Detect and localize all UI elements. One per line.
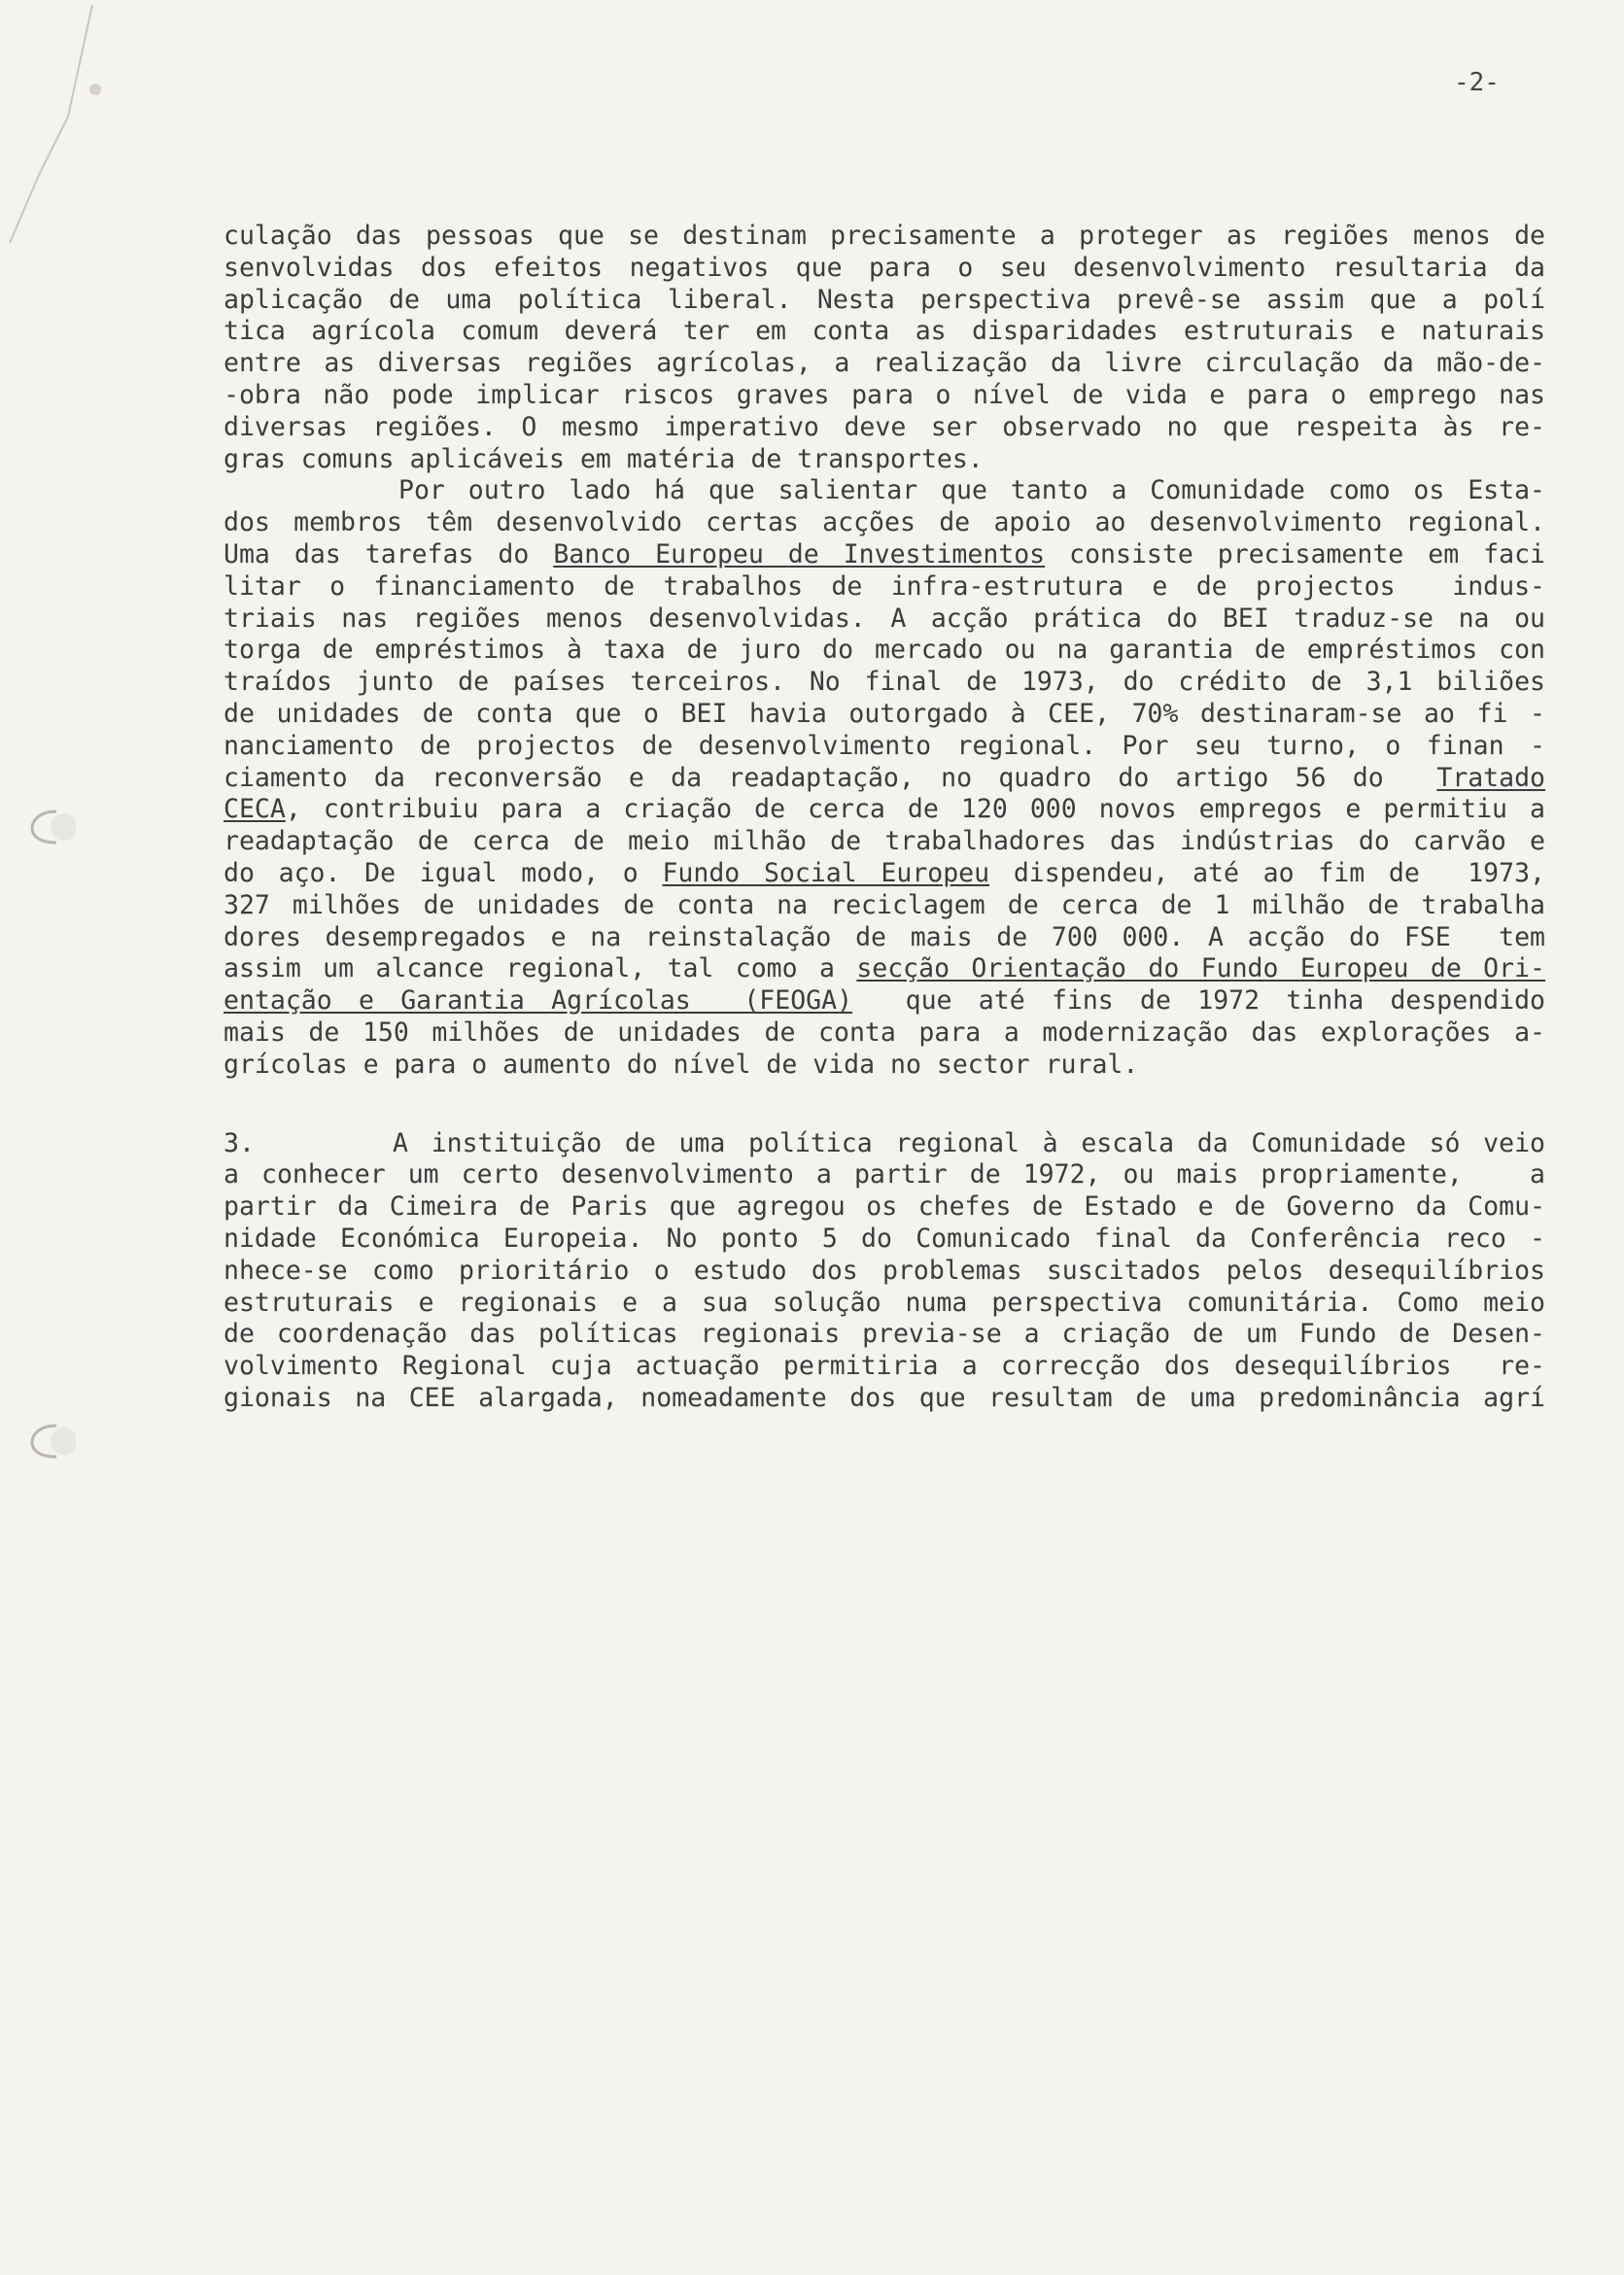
text-line (224, 859, 1545, 888)
text-line (224, 732, 1545, 761)
text-segment: grícolas e para o aumento do nível de vida no sector rural. (224, 1049, 1139, 1080)
text-line (224, 572, 1545, 602)
text-segment: torga de empréstimos à taxa de juro do mercado ou na garantia de empréstimos con (224, 635, 1545, 666)
underlined-text: entação e Garantia Agrícolas (FEOGA) (224, 985, 853, 1017)
text-segment: dos membros têm desenvolvido certas acções de apoio ao desenvolvimento regional. (224, 507, 1545, 538)
text-line (224, 1051, 1545, 1080)
text-segment: Uma das tarefas do (224, 539, 554, 569)
text-segment: nhece-se como prioritário o estudo dos problemas suscitados pelos desequilíbrios (224, 1255, 1545, 1286)
text-line (224, 923, 1545, 952)
text-line (224, 827, 1545, 856)
text-line (224, 1224, 1545, 1254)
text-line (224, 1352, 1545, 1381)
underlined-text: CECA (224, 794, 286, 825)
text-segment: traídos junto de países terceiros. No final de 1973, do crédito de 3,1 biliões (224, 667, 1545, 698)
text-segment: triais nas regiões menos desenvolvidas. A acção prática do BEI traduz-se na ou (224, 603, 1545, 634)
text-segment: de unidades de conta que o BEI havia outorgado à CEE, 70% destinaram-se ao fi - (224, 699, 1545, 729)
text-line (224, 1289, 1545, 1318)
text-segment: dores desempregados e na reinstalação de mais de 700 000. A acção do FSE tem (224, 921, 1545, 952)
text-segment: readaptação de cerca de meio milhão de trabalhadores das indústrias do carvão e (224, 826, 1545, 857)
text-line (224, 1384, 1545, 1413)
text-line (224, 764, 1545, 793)
text-segment: -obra não pode implicar riscos graves para o nível de vida e para o emprego nas (224, 380, 1545, 410)
text-line (224, 604, 1545, 634)
text-segment: , contribuiu para a criação de cerca de 120 000 novos empregos e permitiu a (285, 794, 1545, 825)
text-line (224, 986, 1545, 1016)
text-segment: aplicação de uma política liberal. Nesta perspectiva prevê-se assim que a polí (224, 284, 1545, 315)
underlined-text: secção Orientação do Fundo Europeu de Ori- (856, 953, 1545, 984)
text-segment: nanciamento de projectos de desenvolvimento regional. Por seu turno, o finan - (224, 730, 1545, 761)
text-line (224, 1018, 1545, 1048)
underlined-text: Tratado (1436, 762, 1545, 793)
text-line (224, 540, 1545, 569)
page-number: -2- (1454, 68, 1500, 97)
text-segment: 327 milhões de unidades de conta na reciclagem de cerca de 1 milhão de trabalha (224, 889, 1545, 920)
text-line (224, 1192, 1545, 1222)
text-line (224, 286, 1545, 315)
text-line (224, 700, 1545, 729)
text-line (224, 1257, 1545, 1286)
text-line (224, 413, 1545, 442)
text-line (224, 349, 1545, 378)
text-segment: litar o financiamento de trabalhos de infra-estrutura e de projectos indus- (224, 570, 1545, 602)
text-line (224, 668, 1545, 697)
text-segment: assim um alcance regional, tal como a (224, 953, 857, 984)
text-segment: de coordenação das políticas regionais previa-se a criação de um Fundo de Desen- (224, 1319, 1545, 1350)
underlined-text: Banco Europeu de Investimentos (553, 539, 1046, 569)
page-fold-mark (0, 0, 117, 253)
text-segment: gras comuns aplicáveis em matéria de transportes. (224, 443, 984, 474)
text-line (224, 1129, 1545, 1158)
text-segment: 3. A instituição de uma política regional à escala da Comunidade só veio (224, 1127, 1545, 1158)
text-segment: Por outro lado há que salientar que tanto a Comunidade como os Esta- (398, 475, 1545, 506)
punch-hole-mark (27, 807, 76, 847)
underlined-text: Fundo Social Europeu (662, 858, 990, 888)
punch-hole-mark (27, 1421, 76, 1462)
text-line (224, 317, 1545, 346)
text-segment: estruturais e regionais e a sua solução numa perspectiva comunitária. Como meio (224, 1287, 1545, 1318)
text-segment: consiste precisamente em faci (1045, 539, 1545, 569)
text-line (224, 222, 1545, 251)
text-segment: gionais na CEE alargada, nomeadamente dos que resultam de uma predominância agrí (224, 1383, 1545, 1413)
text-segment: tica agrícola comum deverá ter em conta as disparidades estruturais e naturais (224, 316, 1545, 347)
text-segment: ciamento da reconversão e da readaptação, no quadro do artigo 56 do (224, 762, 1437, 793)
text-line (224, 954, 1545, 983)
text-segment: a conhecer um certo desenvolvimento a partir de 1972, ou mais propriamente, a (224, 1159, 1545, 1190)
text-segment: mais de 150 milhões de unidades de conta para a modernização das explorações a- (224, 1017, 1545, 1048)
text-segment: culação das pessoas que se destinam precisamente a proteger as regiões menos de (224, 221, 1545, 251)
text-line (224, 1160, 1545, 1189)
text-line (224, 1320, 1545, 1349)
text-segment: nidade Económica Europeia. No ponto 5 do Comunicado final da Conferência reco - (224, 1224, 1545, 1254)
text-line (224, 508, 1545, 537)
text-line (224, 445, 1545, 474)
text-line (224, 381, 1545, 410)
text-line (224, 636, 1545, 665)
text-segment: diversas regiões. O mesmo imperativo deve ser observado no que respeita às re- (224, 411, 1545, 442)
text-segment: que até fins de 1972 tinha despendido (852, 985, 1545, 1017)
text-segment: senvolvidas dos efeitos negativos que para o seu desenvolvimento resultaria da (224, 252, 1545, 283)
text-line (398, 476, 1545, 505)
text-line (224, 795, 1545, 824)
text-segment: entre as diversas regiões agrícolas, a realização da livre circulação da mão-de- (224, 348, 1545, 379)
text-segment: partir da Cimeira de Paris que agregou os chefes de Estado e de Governo da Comu- (224, 1191, 1545, 1223)
text-line (224, 254, 1545, 283)
text-line (224, 891, 1545, 920)
text-segment: volvimento Regional cuja actuação permitiria a correcção dos desequilíbrios re- (224, 1351, 1545, 1382)
text-segment: dispendeu, até ao fim de 1973, (989, 858, 1545, 888)
text-segment: do aço. De igual modo, o (224, 858, 663, 888)
